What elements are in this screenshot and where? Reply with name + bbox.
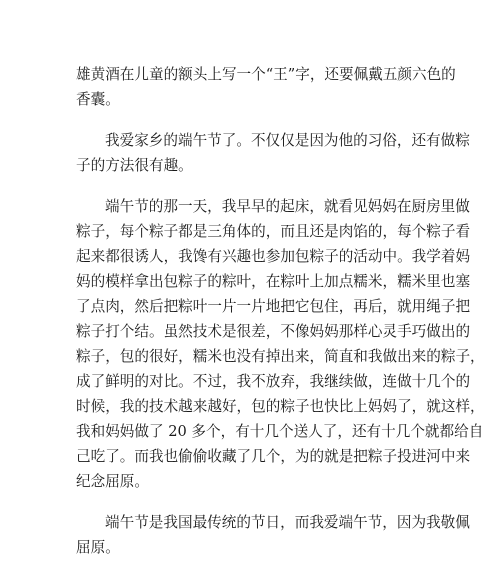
paragraph-3	[76, 194, 485, 494]
text-line: 我爱家乡的端午节了。不仅仅是因为他的习俗，还有做粽	[105, 132, 470, 149]
text-line: 粽子，每个粽子都是三角体的，而且还是肉馅的，每个粽子看	[76, 223, 471, 240]
text-line: 粽子，包的很好，糯米也没有掉出来，简直和我做出来的粽子，	[76, 348, 485, 365]
text-line: 雄黄酒在儿童的额头上写一个“王”字，还要佩戴五颜六色的	[76, 66, 456, 83]
text-line: 妈的模样拿出包粽子的粽叶，在粽叶上加点糯米，糯米里也塞	[76, 273, 471, 290]
text-line: 起来都很诱人，我馋有兴趣也参加包粽子的活动中。我学着妈	[76, 248, 471, 265]
text-line: 端午节是我国最传统的节日，而我爱端午节，因为我敬佩	[105, 514, 470, 531]
text-line: 我和妈妈做了 20 多个，有十几个送人了，还有十几个就都给自	[76, 423, 484, 440]
text-line: 香囊。	[76, 91, 120, 108]
text-line: 成了鲜明的对比。不过，我不放弃，我继续做，连做十几个的	[76, 373, 471, 390]
paragraph-2	[76, 128, 470, 178]
text-line: 屈原。	[76, 539, 120, 556]
text-line: 纪念屈原。	[76, 473, 149, 490]
text-line: 粽子打个结。虽然技术是很差，不像妈妈那样心灵手巧做出的	[76, 323, 471, 340]
text-line: 己吃了。而我也偷偷收藏了几个，为的就是把粽子投进河中来	[76, 448, 471, 465]
text-line: 端午节的那一天，我早早的起床，就看见妈妈在厨房里做	[105, 198, 470, 215]
document-body	[76, 62, 485, 576]
text-line: 时候，我的技术越来越好，包的粽子也快比上妈妈了，就这样，	[76, 398, 485, 415]
text-line: 子的方法很有趣。	[76, 157, 193, 174]
paragraph-4	[76, 510, 470, 560]
paragraph-1	[76, 62, 456, 112]
text-line: 了点肉，然后把粽叶一片一片地把它包住，再后，就用绳子把	[76, 298, 471, 315]
